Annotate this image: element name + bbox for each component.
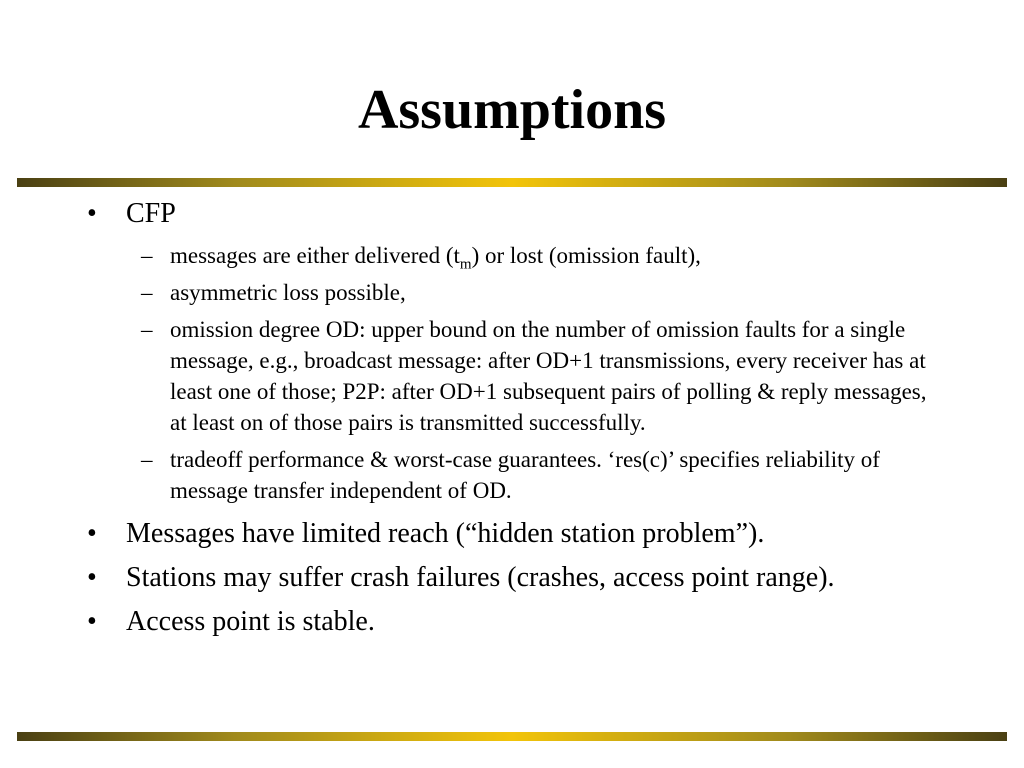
bullet-text: Access point is stable. — [126, 606, 375, 637]
sub-bullet-text: omission degree OD: upper bound on the number of omission faults for a single message, e.g., broadcast message: after OD+1 transmissions, every receiver has at least one of those; P2P: after OD+1 subsequent pairs of polling & reply messages, at least on of those pairs is transmitted successfully. — [170, 317, 927, 435]
bullet-text: CFP — [126, 198, 176, 229]
sub-bullet-asymmetric — [0, 277, 1024, 308]
bullet-access-point — [0, 604, 1024, 640]
sub-bullet-tradeoff — [0, 444, 1024, 506]
bullet-text: Stations may suffer crash failures (crashes, access point range). — [126, 562, 835, 593]
bullet-marker: • — [87, 606, 97, 637]
slide-title: Assumptions — [357, 79, 667, 141]
text-part: messages are either delivered (t — [170, 243, 460, 268]
sub-bullet-text: tradeoff performance & worst-case guarantees. ‘res(c)’ specifies reliability of message transfer independent of OD. — [170, 447, 880, 503]
text-part: ) or lost (omission fault), — [471, 243, 701, 268]
bottom-divider — [17, 732, 1007, 741]
sub-bullet-text — [170, 243, 701, 273]
top-divider — [17, 178, 1007, 187]
subscript: m — [459, 256, 472, 273]
sub-bullet-omission-degree — [0, 314, 1024, 438]
bullet-text: Messages have limited reach (“hidden station problem”). — [126, 518, 765, 549]
dash-marker: – — [141, 317, 153, 342]
bullet-marker: • — [87, 518, 97, 549]
bullet-marker: • — [87, 198, 97, 229]
dash-marker: – — [141, 280, 153, 305]
bullet-crash-failures — [0, 560, 1024, 596]
bullet-marker: • — [87, 562, 97, 593]
slide-body — [0, 196, 1024, 640]
sub-bullet-delivery — [0, 240, 1024, 271]
dash-marker: – — [141, 243, 153, 268]
dash-marker: – — [141, 447, 153, 472]
bullet-limited-reach — [0, 516, 1024, 552]
sub-bullet-text: asymmetric loss possible, — [170, 280, 406, 305]
bullet-cfp — [0, 196, 1024, 232]
